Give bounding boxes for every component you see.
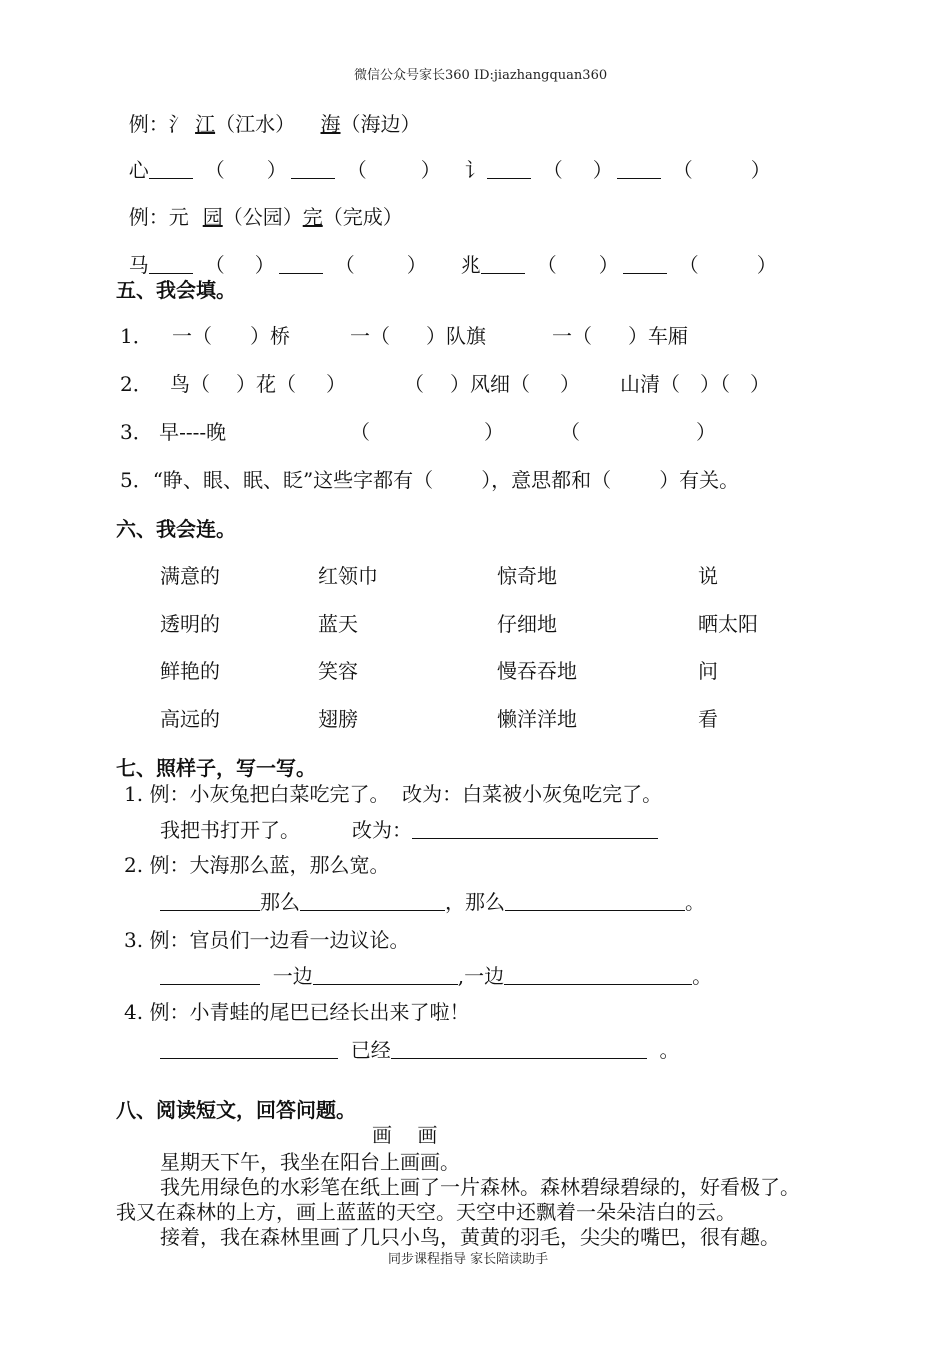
q5-2-a	[170, 372, 346, 396]
blank[interactable]	[487, 160, 531, 179]
example-char: 园	[202, 205, 223, 229]
text: ），意思都和（	[481, 468, 612, 492]
paren-close: ）	[696, 420, 716, 444]
example-char: 海	[320, 112, 341, 136]
paren-open: （	[204, 253, 225, 277]
s7-q4-example: 4. 例：小青蛙的尾巴已经长出来了啦！	[124, 1000, 470, 1024]
text: ）风细（	[450, 372, 530, 396]
example-word: （海边）	[340, 112, 421, 136]
text: 。	[659, 1038, 680, 1062]
story-paragraph-2: 我先用绿色的水彩笔在纸上画了一片森林。森林碧绿碧绿的，好看极了。	[160, 1175, 800, 1199]
answer-blank[interactable]	[160, 1040, 338, 1059]
paren-open: （	[542, 158, 563, 182]
paren-open: （	[346, 158, 367, 182]
example-char: 完	[302, 205, 323, 229]
paren-open: （	[536, 253, 557, 277]
base-label: 兆	[460, 253, 481, 277]
answer-blank[interactable]	[300, 892, 445, 911]
paren-open: （	[350, 420, 370, 444]
s7-q1-task	[160, 818, 658, 842]
paren-close: ）	[254, 253, 275, 277]
paren-open: （	[560, 420, 580, 444]
question-number: 3．	[120, 420, 153, 444]
text: 。	[685, 890, 705, 914]
match-item[interactable]: 蓝天	[318, 612, 358, 636]
text: ）花（	[236, 372, 296, 396]
match-item[interactable]: 笑容	[318, 659, 358, 683]
text: 。	[692, 964, 713, 988]
answer-blank[interactable]	[504, 966, 692, 985]
match-item[interactable]: 满意的	[160, 564, 220, 588]
text: ）车厢	[628, 324, 688, 348]
q5-2-c	[620, 372, 770, 396]
page-header: 微信公众号家长360 ID:jiazhangquan360	[354, 68, 608, 83]
question-number: 1．	[120, 324, 153, 348]
text: 那么	[260, 890, 300, 914]
text: （	[404, 372, 424, 396]
section-8-title: 八、阅读短文，回答问题。	[116, 1098, 356, 1122]
blank[interactable]	[149, 255, 193, 274]
radical: 氵	[168, 112, 189, 136]
s7-q4-task	[160, 1038, 679, 1062]
match-item[interactable]: 惊奇地	[497, 564, 557, 588]
q5-2-b	[404, 372, 580, 396]
text: 一（	[172, 324, 212, 348]
answer-blank[interactable]	[160, 966, 260, 985]
paren-open: （	[334, 253, 355, 277]
question-number: 5．	[120, 468, 153, 492]
match-item[interactable]: 高远的	[160, 707, 220, 731]
text: ）有关。	[659, 468, 740, 492]
q5-3-paren-2	[560, 420, 716, 444]
q5-3	[120, 420, 226, 444]
match-item[interactable]: 问	[698, 659, 718, 683]
match-item[interactable]: 懒洋洋地	[497, 707, 577, 731]
story-paragraph-3: 接着，我在森林里画了几只小鸟，黄黄的羽毛，尖尖的嘴巴，很有趣。	[160, 1225, 780, 1249]
text: 改为：	[352, 818, 412, 842]
answer-blank[interactable]	[160, 892, 260, 911]
example-word: （公园）	[222, 205, 303, 229]
match-item[interactable]: 红领巾	[318, 564, 378, 588]
text: 一（	[350, 324, 390, 348]
s7-q2-task	[160, 890, 705, 914]
example-row-1	[116, 88, 421, 136]
blank[interactable]	[623, 255, 667, 274]
match-item[interactable]: 翅膀	[318, 707, 358, 731]
section-6-title: 六、我会连。	[116, 517, 236, 541]
base-char: 元	[168, 205, 189, 229]
text: ）队旗	[426, 324, 486, 348]
example-word: （完成）	[322, 205, 403, 229]
base-label: 马	[128, 253, 149, 277]
example-char: 江	[195, 112, 216, 136]
q5-1	[120, 324, 153, 348]
page-footer: 同步课程指导 家长陪读助手	[388, 1252, 549, 1267]
match-item[interactable]: 看	[698, 707, 718, 731]
blank[interactable]	[291, 160, 335, 179]
fill-row-2	[116, 229, 777, 277]
text: 一边	[272, 964, 313, 988]
answer-blank[interactable]	[313, 966, 458, 985]
q5-1-b	[350, 324, 486, 348]
text: ）桥	[250, 324, 290, 348]
blank[interactable]	[617, 160, 661, 179]
fill-row-1	[116, 134, 771, 182]
question-number: 2．	[120, 372, 153, 396]
s7-q3-task	[160, 964, 712, 988]
paren-close: ）	[756, 253, 777, 277]
paren-close: ）	[406, 253, 427, 277]
blank[interactable]	[481, 255, 525, 274]
paren-close: ）	[420, 158, 441, 182]
answer-blank[interactable]	[412, 820, 658, 839]
paren-close: ）	[592, 158, 613, 182]
text: ）	[560, 372, 580, 396]
text: 我把书打开了。	[160, 818, 300, 842]
paren-close: ）	[598, 253, 619, 277]
paren-close: ）	[484, 420, 504, 444]
answer-blank[interactable]	[391, 1040, 647, 1059]
text: 已经	[350, 1038, 391, 1062]
story-paragraph-2-cont: 我又在森林的上方，画上蓝蓝的天空。天空中还飘着一朵朵洁白的云。	[116, 1200, 736, 1224]
blank[interactable]	[279, 255, 323, 274]
text: ）	[750, 372, 770, 396]
match-item[interactable]: 说	[698, 564, 718, 588]
text: ）（	[700, 372, 730, 396]
answer-blank[interactable]	[505, 892, 685, 911]
match-item[interactable]: 透明的	[160, 612, 220, 636]
q5-5	[120, 468, 739, 492]
q5-2	[120, 372, 153, 396]
radical-label: 心	[128, 158, 149, 182]
paren-open: （	[204, 158, 225, 182]
s7-q2-example: 2. 例：大海那么蓝，那么宽。	[124, 853, 390, 877]
match-item[interactable]: 鲜艳的	[160, 659, 220, 683]
paren-close: ）	[750, 158, 771, 182]
q5-1-c	[552, 324, 688, 348]
match-item[interactable]: 晒太阳	[698, 612, 758, 636]
text: 鸟（	[170, 372, 210, 396]
text: “睁、眼、眠、眨”这些字都有（	[152, 468, 434, 492]
text: ,一边	[457, 964, 505, 988]
s7-q1-example: 1. 例：小灰兔把白菜吃完了。 改为：白菜被小灰兔吃完了。	[124, 782, 663, 806]
match-item[interactable]: 慢吞吞地	[497, 659, 577, 683]
section-7-title: 七、照样子，写一写。	[116, 756, 316, 780]
text: 山清（	[620, 372, 680, 396]
s7-q3-example: 3. 例：官员们一边看一边议论。	[124, 928, 410, 952]
text: ，那么	[445, 890, 505, 914]
example-label: 例：	[128, 205, 169, 229]
q5-1-a	[172, 324, 290, 348]
paren-open: （	[672, 158, 693, 182]
radical-label: 讠	[464, 158, 485, 182]
example-word: （江水）	[215, 112, 296, 136]
story-title: 画 画	[372, 1123, 438, 1147]
paren-close: ）	[266, 158, 287, 182]
text: ）	[326, 372, 346, 396]
section-5-title: 五、我会填。	[116, 278, 236, 302]
example-label: 例：	[128, 112, 169, 136]
blank[interactable]	[149, 160, 193, 179]
example-row-2	[116, 181, 403, 229]
q5-3-paren-1	[350, 420, 504, 444]
match-item[interactable]: 仔细地	[497, 612, 557, 636]
text: 一（	[552, 324, 592, 348]
story-paragraph-1: 星期天下午，我坐在阳台上画画。	[160, 1150, 460, 1174]
text: 早----晚	[159, 420, 227, 444]
paren-open: （	[678, 253, 699, 277]
